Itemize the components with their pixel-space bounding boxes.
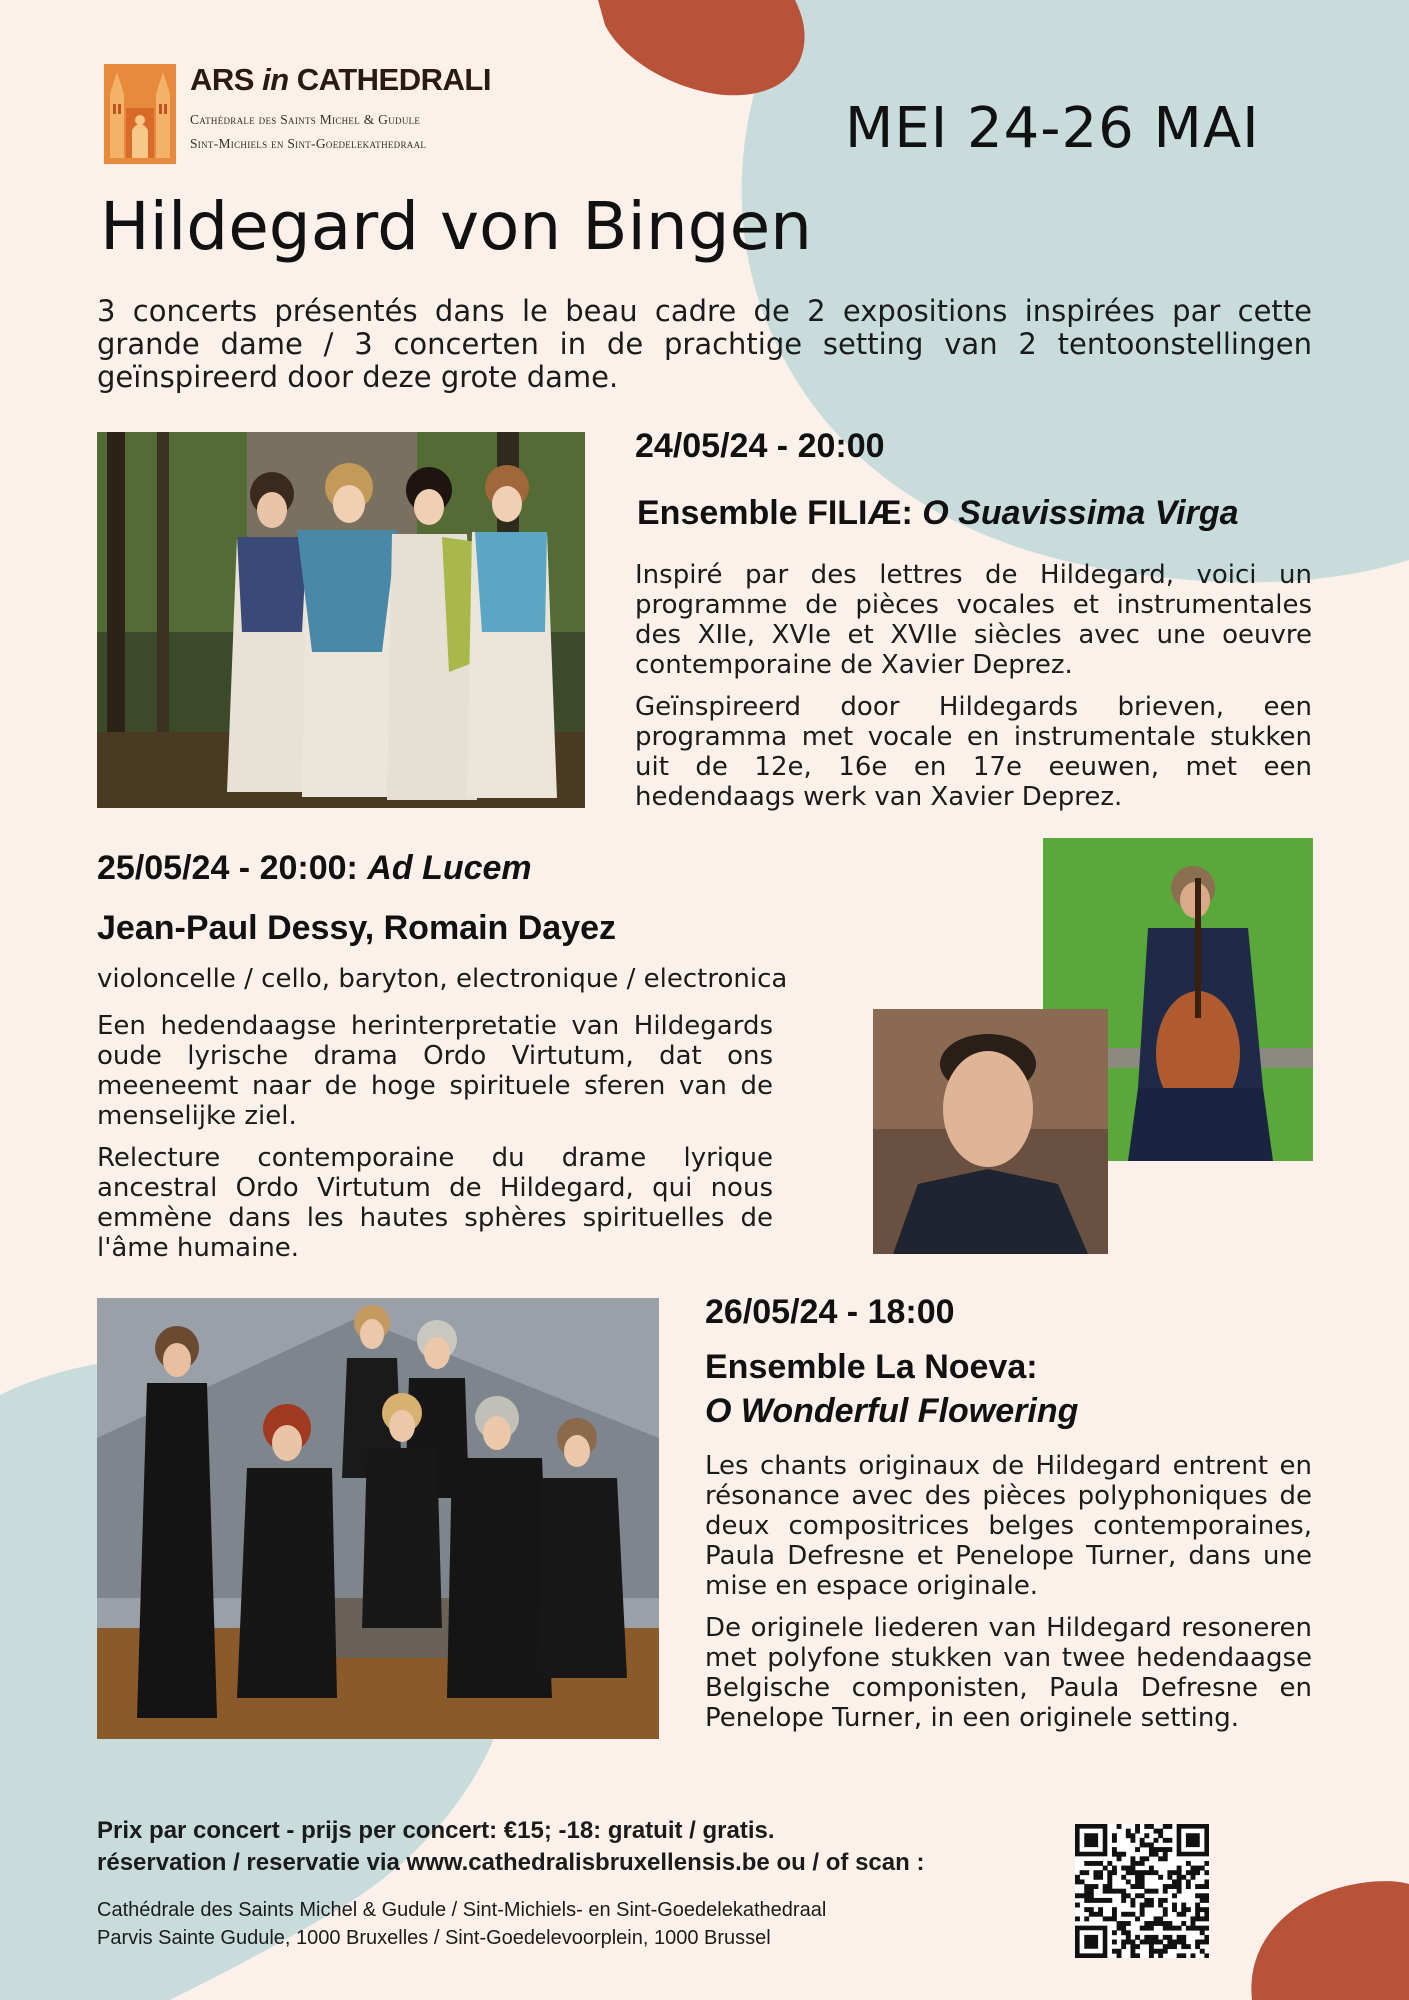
price-info: Prix par concert - prijs per concert: €15; -18: gratuit / gratis. xyxy=(97,1817,775,1844)
concert-2-text-fr: Relecture contemporaine du drame lyrique ancestral Ordo Virtutum de Hildegard, qui nous emmène dans les hautes sphères spirituelles de l'âme humaine. xyxy=(97,1143,773,1263)
address-line-1: Cathédrale des Saints Michel & Gudule / Sint-Michiels- en Sint-Goedelekathedraal xyxy=(97,1899,827,1921)
seven-women-ensemble-photo xyxy=(97,1298,659,1739)
logo-title: ARS in CATHEDRALI xyxy=(190,62,491,97)
cathedral-logo-icon xyxy=(104,64,176,164)
concert-2-text-nl: Een hedendaagse herinterpretatie van Hildegards oude lyrische drama Ordo Virtutum, dat ons meeneemt naar de hoge spirituele sferen van de menselijke ziel. xyxy=(97,1011,773,1131)
date-range: MEI 24-26 MAI xyxy=(845,96,1260,161)
concert-1-title: Ensemble FILIÆ: O Suavissima Virga xyxy=(637,494,1239,532)
address-line-2: Parvis Sainte Gudule, 1000 Bruxelles / Sint-Goedelevoorplein, 1000 Brussel xyxy=(97,1927,771,1949)
rust-blob-top-shape xyxy=(598,0,805,95)
singer-portrait-photo xyxy=(873,1009,1108,1254)
four-women-forest-photo xyxy=(97,432,585,808)
logo-subtitle-nl: Sint-Michiels en Sint-Goedelekathedraal xyxy=(190,136,427,151)
concert-3-datetime: 26/05/24 - 18:00 xyxy=(705,1293,955,1331)
page-title: Hildegard von Bingen xyxy=(100,188,813,265)
concert-3-description xyxy=(705,1451,1312,1745)
concert-2-instruments: violoncelle / cello, baryton, electronique / electronica xyxy=(97,964,788,994)
concert-1-text-nl: Geïnspireerd door Hildegards brieven, een programma met vocale en instrumentale stukken uit de 12e, 16e en 17e eeuwen, met een hedendaags werk van Xavier Deprez. xyxy=(635,692,1312,812)
concert-2-performers: Jean-Paul Dessy, Romain Dayez xyxy=(97,909,617,947)
rust-blob-bottom-right-shape xyxy=(1251,1881,1409,2000)
concert-3-program: O Wonderful Flowering xyxy=(705,1392,1079,1430)
intro-text: 3 concerts présentés dans le beau cadre de 2 expositions inspirées par cette grande dame / 3 concerten in de prachtige setting van 2 tentoonstellingen geïnspireerd door deze grote dame. xyxy=(97,294,1312,394)
concert-1-text-fr: Inspiré par des lettres de Hildegard, voici un programme de pièces vocales et instrumentales des XIIe, XVIe et XVIIe siècles avec une oeuvre contemporaine de Xavier Deprez. xyxy=(635,560,1312,680)
qr-code-icon[interactable] xyxy=(1075,1824,1209,1958)
concert-1-description xyxy=(635,560,1312,824)
concert-2-description xyxy=(97,1011,773,1275)
concert-2-datetime: 25/05/24 - 20:00: Ad Lucem xyxy=(97,849,532,887)
concert-3-text-nl: De originele liederen van Hildegard resoneren met polyfone stukken van twee hedendaagse Belgische componisten, Paula Defresne en Penelope Turner, in een originele setting. xyxy=(705,1613,1312,1733)
concert-3-ensemble: Ensemble La Noeva: xyxy=(705,1348,1038,1386)
reservation-info: réservation / reservatie via www.cathedralisbruxellensis.be ou / of scan : xyxy=(97,1849,925,1876)
logo-subtitle-fr: Cathédrale des Saints Michel & Gudule xyxy=(190,112,421,127)
concert-3-text-fr: Les chants originaux de Hildegard entrent en résonance avec des pièces polyphoniques de deux compositrices belges contemporaines, Paula Defresne et Penelope Turner, dans une mise en espace originale. xyxy=(705,1451,1312,1601)
concert-1-datetime: 24/05/24 - 20:00 xyxy=(635,427,885,465)
